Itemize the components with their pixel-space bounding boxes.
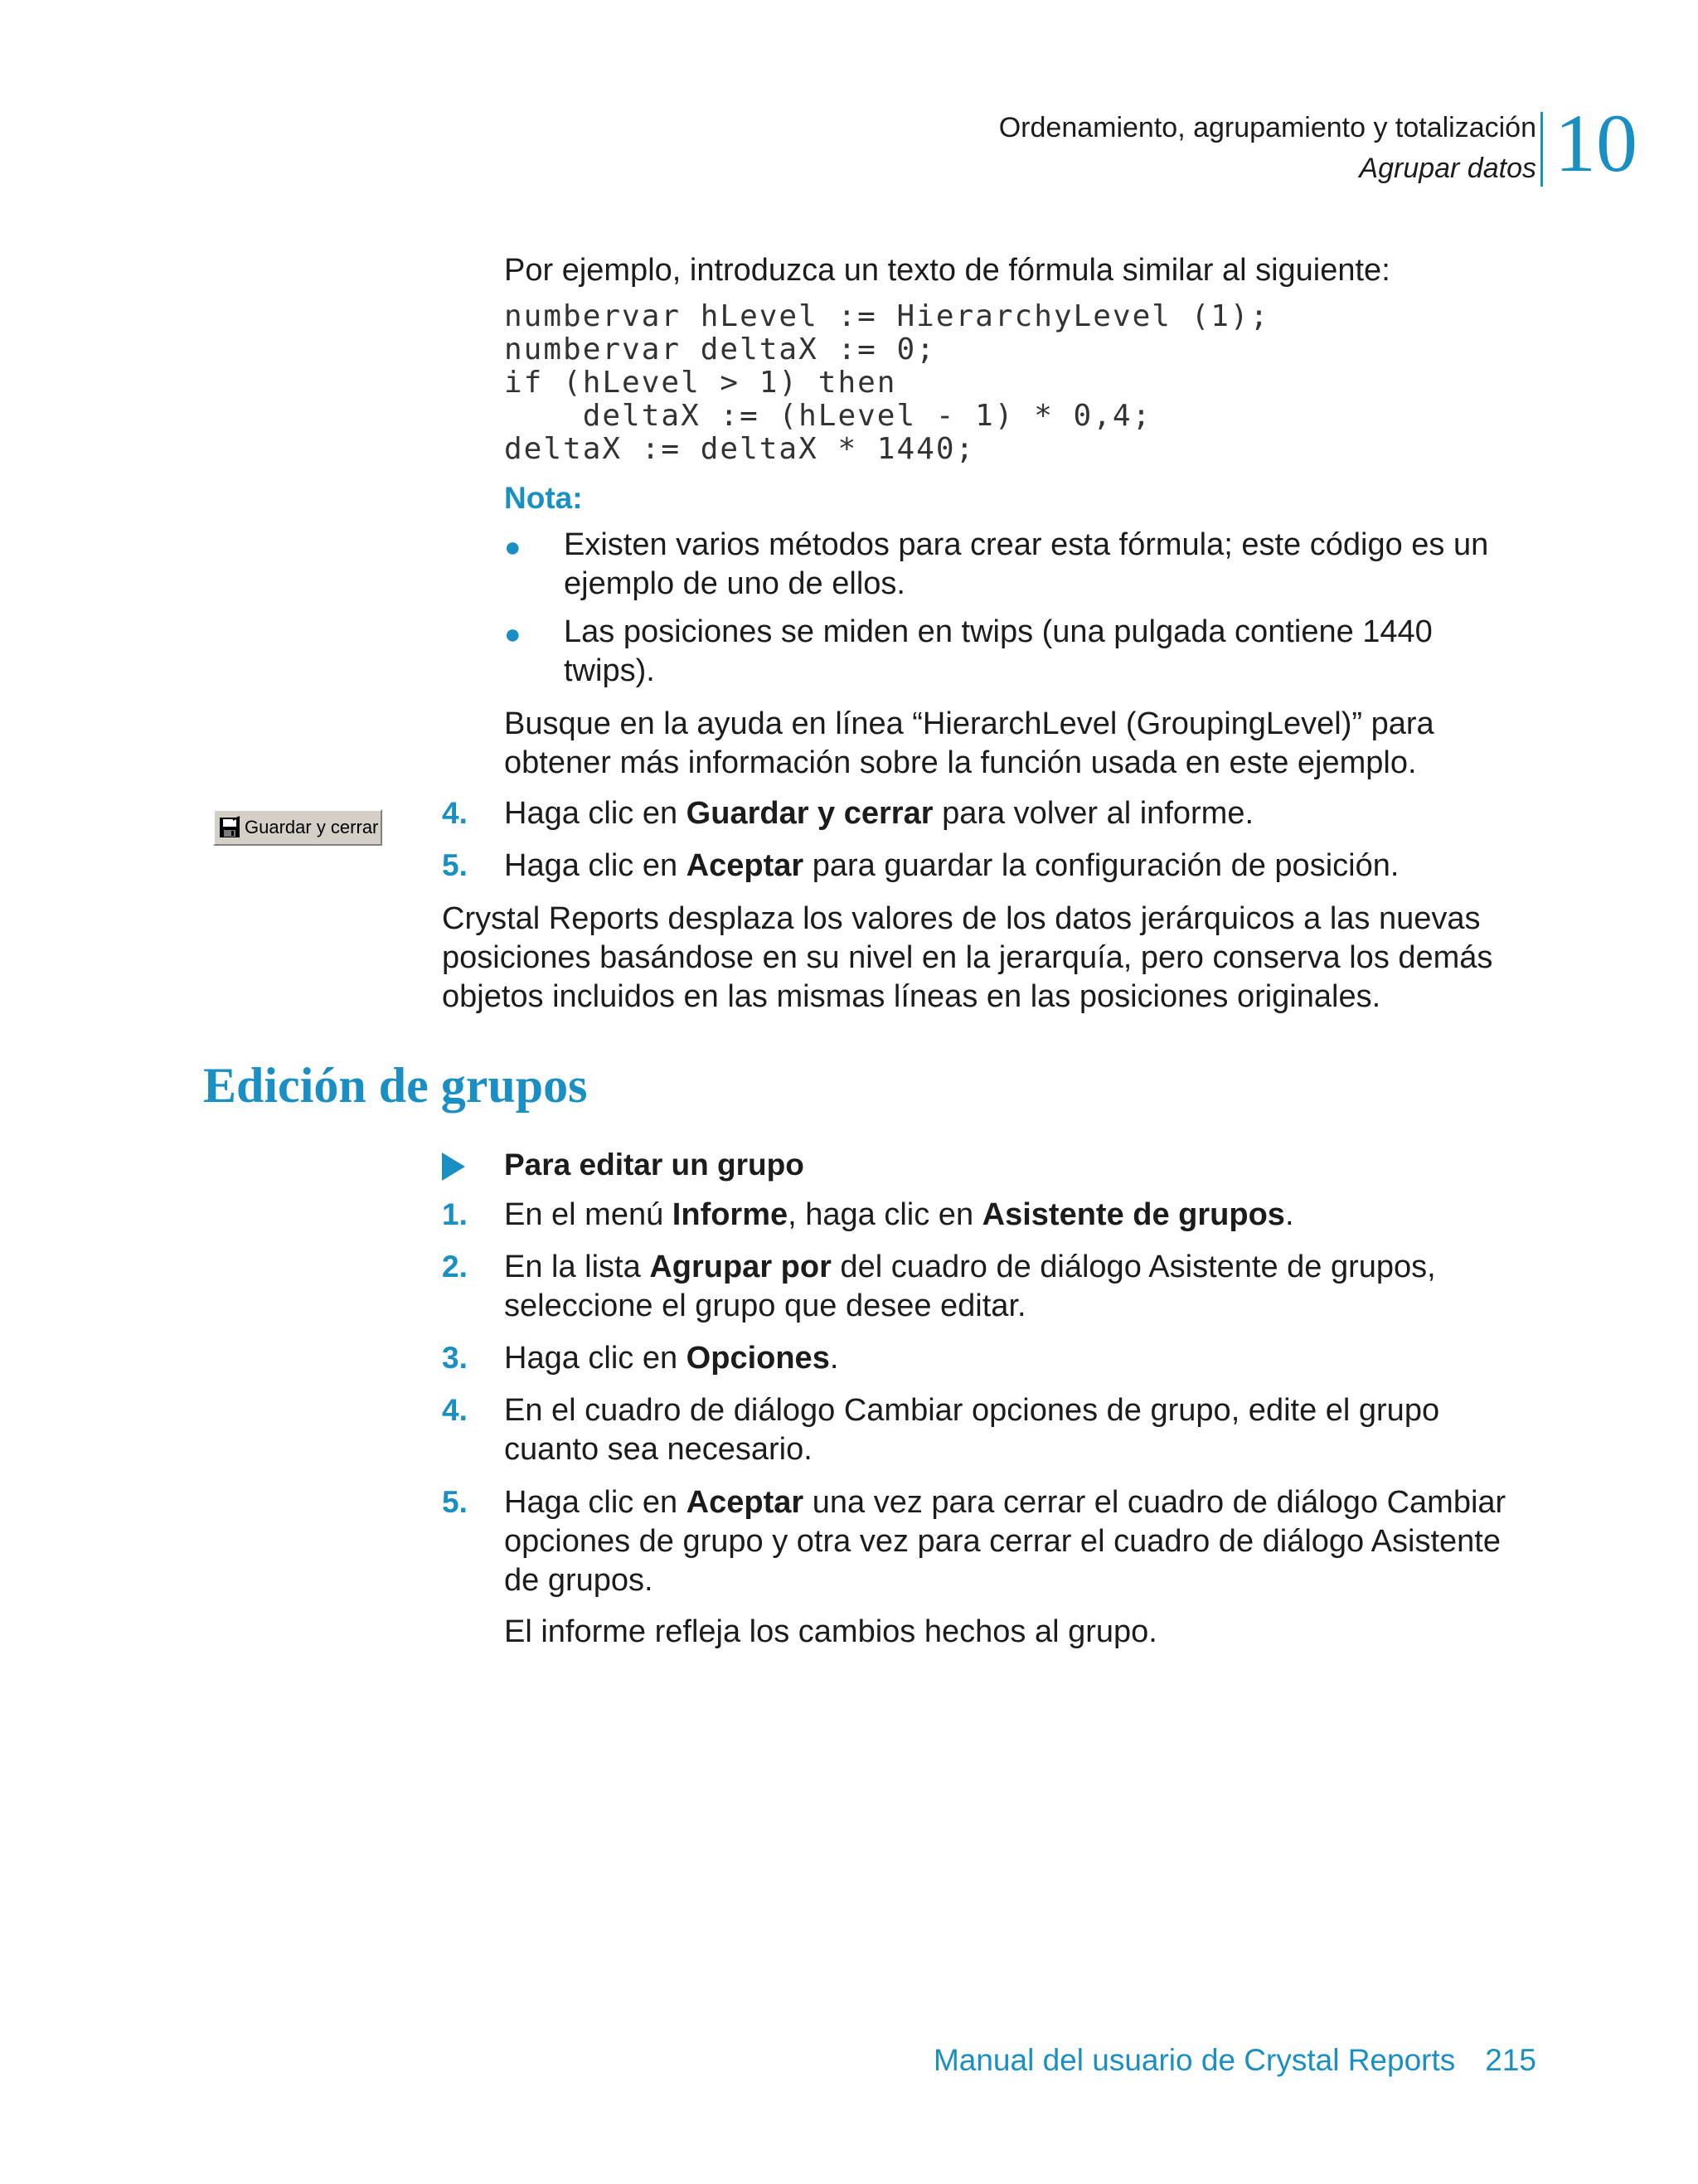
procedure-arrow-icon [442,1153,465,1181]
page-footer [934,2043,1536,2078]
step-4-edit-text: En el cuadro de diálogo Cambiar opciones de grupo, edite el grupo cuanto sea necesario. [504,1393,1440,1467]
step-number: 1. [442,1197,468,1231]
chapter-number: 10 [1555,97,1637,189]
intro-text: Por ejemplo, introduzca un texto de fórmula similar al siguiente: [504,253,1390,288]
step-number: 3. [442,1341,468,1375]
step-number: 4. [442,1393,468,1427]
step-5-accept-text: Haga clic en Aceptar una vez para cerrar el cuadro de diálogo Cambiar opciones de grupo y otra vez para cerrar el cuadro de diálogo Asistente de grupos. [504,1485,1506,1598]
step-5-result: El informe refleja los cambios hechos al grupo. [504,1614,1157,1649]
note-bullet-2: Las posiciones se miden en twips (una pulgada contiene 1440 twips). [564,614,1433,688]
step-1-text: En el menú Informe, haga clic en Asistente de grupos. [504,1197,1294,1232]
step-number: 4. [442,796,468,830]
bullet-icon: ● [504,619,522,650]
bullet-icon: ● [504,531,522,563]
step-5-text: Haga clic en Aceptar para guardar la configuración de posición. [504,848,1400,883]
chapter-title: Ordenamiento, agrupamiento y totalización [998,112,1536,143]
chapter-divider [1540,112,1543,187]
footer-title: Manual del usuario de Crystal Reports [933,2043,1456,2077]
section-heading: Edición de grupos [203,1058,588,1113]
step-number: 2. [442,1250,468,1284]
note-label: Nota: [504,481,583,515]
step-2-text: En la lista Agrupar por del cuadro de diálogo Asistente de grupos, seleccione el grupo que desee editar. [504,1250,1436,1323]
save-close-icon [218,816,241,839]
step-number: 5. [442,1485,468,1519]
result-paragraph: Crystal Reports desplaza los valores de los datos jerárquicos a las nuevas posiciones basándose en su nivel en la jerarquía, pero conserva los demás objetos incluidos en las mismas líneas en las posiciones originales. [442,901,1493,1014]
section-title-header: Agrupar datos [1359,153,1536,184]
note-after-text: Busque en la ayuda en línea “HierarchLevel (GroupingLevel)” para obtener más información sobre la función usada en este ejemplo. [504,706,1434,780]
code-block: numbervar hLevel := HierarchyLevel (1); numbervar deltaX := 0; if (hLevel > 1) then deltaX := (hLevel - 1) * 0,4; deltaX := deltaX * 1440; [504,299,1270,466]
save-and-close-button[interactable] [213,809,382,846]
note-bullet-1: Existen varios métodos para crear esta fórmula; este código es un ejemplo de uno de ellos. [564,527,1489,601]
procedure-title: Para editar un grupo [504,1148,804,1182]
save-and-close-label: Guardar y cerrar [245,817,379,837]
running-header [999,108,1536,189]
step-number: 5. [442,848,468,882]
step-3-text: Haga clic en Opciones. [504,1341,839,1376]
step-4-text: Haga clic en Guardar y cerrar para volver al informe. [504,796,1254,831]
page-number: 215 [1485,2043,1536,2077]
